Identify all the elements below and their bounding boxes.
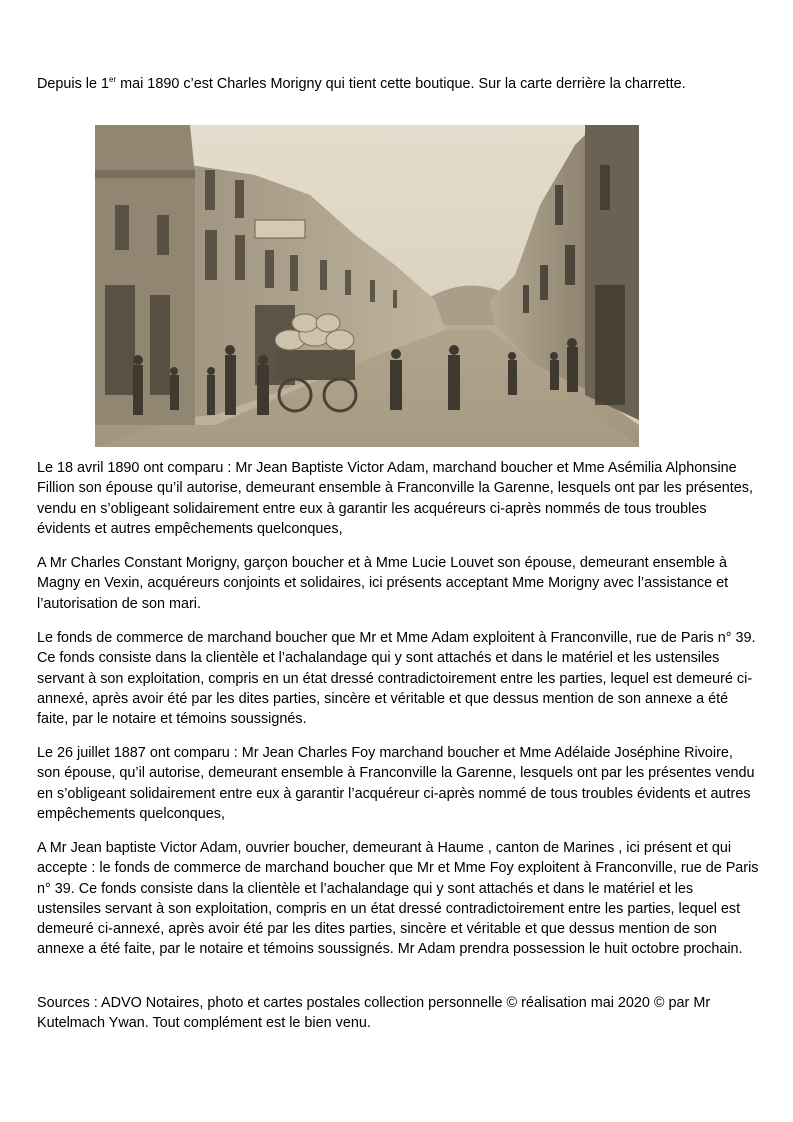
- intro-text-end: mai 1890 c’est Charles Morigny qui tient cette boutique. Sur la carte derrière la charrette.: [116, 76, 686, 92]
- intro-text-start: Depuis le 1: [37, 76, 109, 92]
- paragraph-business-description: Le fonds de commerce de marchand boucher que Mr et Mme Adam exploitent à Franconville, rue de Paris n° 39. Ce fonds consiste dans la clientèle et l’achalandage qui y sont attachés et dans le matériel et les ustensiles servant à son exploitation, compris en un état dressé contradictoirement entre les parties, lequel est demeuré ci-annexé, après avoir été par les dites parties, sincère et véritable et que dessus mention de son annexe a été faite, par le notaire et témoins soussignés.: [37, 630, 756, 728]
- street-photo: [95, 125, 639, 447]
- paragraph-buyers-morigny: A Mr Charles Constant Morigny, garçon boucher et à Mme Lucie Louvet son épouse, demeurant ensemble à Magny en Vexin, acquéreurs conjoints et solidaires, ici présents acceptant Mme Morigny avec l’assistance et l’autorisation de son mari.: [37, 555, 729, 612]
- paragraph-sources: Sources : ADVO Notaires, photo et cartes postales collection personnelle © réalisation mai 2020 © par Mr Kutelmach Ywan. Tout complément est le bien venu.: [37, 995, 711, 1032]
- paragraph-buyer-adam: A Mr Jean baptiste Victor Adam, ouvrier boucher, demeurant à Haume , canton de Marines , ici présent et qui accepte : le fonds de commerce de marchand boucher que Mr et Mme Foy exploitent à Franconville, rue de Paris n° 39. Ce fonds consiste dans la clientèle et l’achalandage qui y sont attachés et dans le matériel et les ustensiles servant à son exploitation, compris en un état dressé contradictoirement entre les parties, lequel est demeuré ci-annexé, après avoir été par les dites parties, sincère et véritable et que dessus mention de son annexe a été faite, par le notaire et témoins soussignés. Mr Adam prendra possession le huit octobre prochain.: [37, 840, 759, 958]
- intro-superscript: er: [109, 75, 117, 84]
- paragraph-sale-1887: Le 26 juillet 1887 ont comparu : Mr Jean Charles Foy marchand boucher et Mme Adélaide Joséphine Rivoire, son épouse, qu’il autorise, demeurant ensemble à Franconville la Garenne, lesquels ont par les présentes vendu en s’obligeant solidairement entre eux à garantir l’acquéreur ci-après nommé de tous troubles évidents et autres empêchements quelconques,: [37, 745, 755, 822]
- paragraph-sale-1890: Le 18 avril 1890 ont comparu : Mr Jean Baptiste Victor Adam, marchand boucher et Mme Asémilia Alphonsine Fillion son épouse qu’il autorise, demeurant ensemble à Franconville la Garenne, lesquels ont par les présentes, vendu en s’obligeant solidairement entre eux à garantir les acquéreurs ci-après nommés de tous troubles évidents et autres empêchements quelconques,: [37, 460, 753, 537]
- intro-paragraph: [37, 74, 759, 94]
